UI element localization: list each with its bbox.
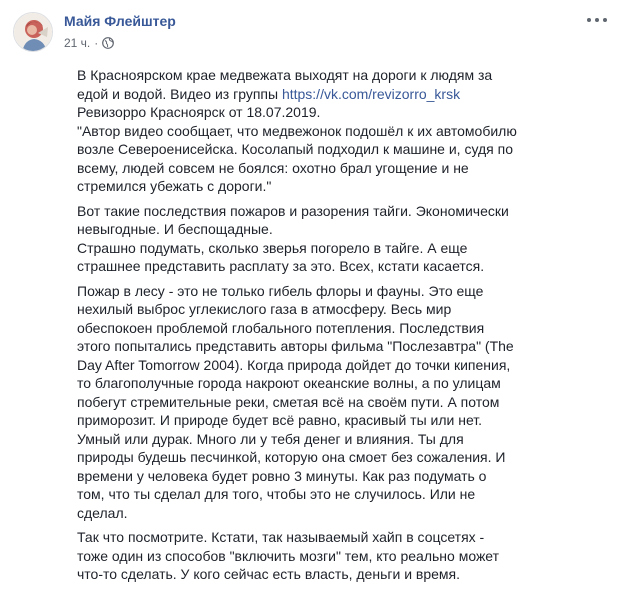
author-name[interactable]: Майя Флейштер [64,13,176,29]
post-paragraph-3: Пожар в лесу - это не только гибель флоры и фауны. Это еще нехилый выброс углекислого газа в атмосферу. Весь мир обеспокоен проблемой глобального потепления. Последствия этого попытались представить авторы фильма "Послезавтра" (The Day After Tomorrow 2004). Когда природа дойдет до точки кипения, то благополучные города накроют океанские волны, а по улицам побегут стремительные реки, сметая всё на своём пути. А потом приморозит. И природе будет всё равно, красивый ты или нет. Умный или дурак. Много ли у тебя денег и влияния. Ты для природы будешь песчинкой, которую она смоет без сожаления. И времени у человека будет ровно 3 минуты. Как раз подумать о том, что ты сделал для того, чтобы это не случилось. Или не сделал. [77,282,514,521]
avatar-image [14,13,53,52]
post-paragraph-1 [77,66,517,196]
post-paragraph-4: Так что посмотрите. Кстати, так называемый хайп в соцсетях - тоже один из способов "включить мозги" тем, кто реально может что-то сделать. У кого сейчас есть власть, деньги и время. [77,529,500,582]
meta-separator: · [94,36,99,50]
globe-icon[interactable] [102,37,114,49]
group-link[interactable]: https://vk.com/revizorro_krsk [281,85,461,102]
post-timestamp[interactable]: 21 ч. [64,36,91,50]
post-meta [64,36,114,50]
post-body [77,66,517,590]
paragraph-text: В Красноярском крае медвежата выходят на дороги к людям за едой и водой. Видео из группы [77,67,493,102]
post-paragraph-2: Вот такие последствия пожаров и разорения тайги. Экономически невыгодные. И беспощадные. Страшно подумать, сколько зверья погорело в тайге. А еще страшнее представить расплату за это. Всех, кстати касается. [77,202,509,274]
post-header [13,10,611,56]
paragraph-text: Ревизорро Красноярск от 18.07.2019. "Автор видео сообщает, что медвежонок подошёл к их автомобилю возле Североенисейска. Косолапый подходил к машине и, судя по всему, людей совсем не боялся: охотно брал угощение и не стремился убежать с дороги." [77,104,517,194]
avatar[interactable] [13,12,53,52]
more-options-icon[interactable] [587,14,607,26]
